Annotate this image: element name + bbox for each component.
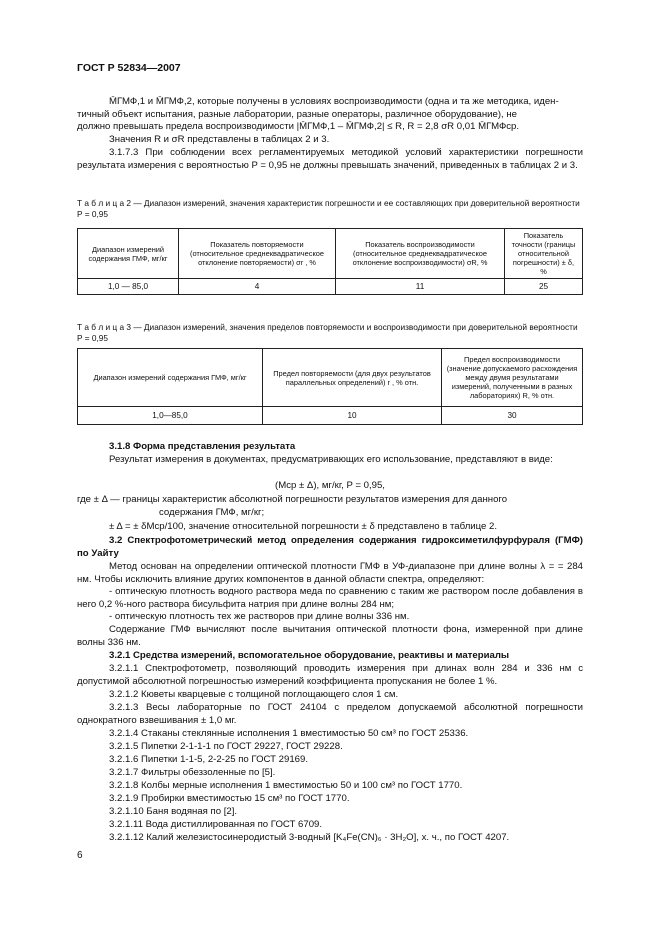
table3-caption: Т а б л и ц а 3 — Диапазон измерений, значения пределов повторяемости и воспроизводимости при доверительной вероятности P = 0,95 [77, 322, 578, 343]
table-row [78, 407, 583, 425]
table3-cell: 10 [263, 407, 442, 425]
table-row [78, 279, 583, 295]
table2-header: Показатель повторяемости (относительное среднеквадратическое отклонение повторяемости) σr , % [179, 229, 336, 279]
item-3-2-1-3: 3.2.1.3 Весы лабораторные по ГОСТ 24104 с пределом допускаемой абсолютной погрешности однократного взвешивания ± 1,0 мг. [77, 702, 583, 726]
paragraph-3-1-7-3: 3.1.7.3 При соблюдении всех регламентируемых методикой условий характеристики погрешности результата измерения с вероятностью P = 0,95 не должны превышать значений, приведенных в таблицах 2 и 3. [77, 147, 583, 171]
table-3 [77, 348, 583, 425]
result-formula: (Mср ± Δ), мг/кг, P = 0,95, [275, 480, 385, 491]
table2-cell: 4 [179, 279, 336, 295]
table2-header: Показатель точности (границы относительной погрешности) ± δ, % [505, 229, 583, 279]
section-3-2-p1: Метод основан на определении оптической плотности ГМФ в УФ-диапазоне при длине волны λ = = 284 нм. Чтобы исключить влияние других компонентов в данной области спектра, определяют: [77, 561, 583, 585]
table-2 [77, 228, 583, 295]
item-3-2-1-12: 3.2.1.12 Калий железистосинеродистый 3-водный [K₄Fe(CN)₆ · 3H₂O], х. ч., по ГОСТ 4207. [109, 832, 510, 843]
table2-cell: 25 [505, 279, 583, 295]
section-3-1-8-title: 3.1.8 Форма представления результата [109, 441, 296, 452]
table2-header: Диапазон измерений содержания ГМФ, мг/кг [78, 229, 179, 279]
item-3-2-1-10: 3.2.1.10 Баня водяная по [2]. [109, 806, 238, 817]
section-3-2-1-title: 3.2.1 Средства измерений, вспомогательное оборудование, реактивы и материалы [109, 650, 510, 661]
table3-header: Предел повторяемости (для двух результатов параллельных определений) r , % отн. [263, 349, 442, 407]
section-3-1-8-intro: Результат измерения в документах, предусматривающих его использование, представляют в виде: [109, 454, 553, 465]
item-3-2-1-8: 3.2.1.8 Колбы мерные исполнения 1 вместимостью 50 и 100 см³ по ГОСТ 1770. [109, 780, 463, 791]
section-3-2-bullet-2: - оптическую плотность тех же растворов при длине волны 336 нм. [109, 611, 410, 622]
table2-cell: 1,0 — 85,0 [78, 279, 179, 295]
table3-cell: 30 [442, 407, 583, 425]
page-number: 6 [77, 850, 83, 861]
section-3-2-bullet-1: - оптическую плотность водного раствора меда по сравнению с таким же раствором после добавления в него 0,2 %-ного раствора бисульфита натрия при длине волны 284 нм; [77, 586, 583, 610]
item-3-2-1-2: 3.2.1.2 Кюветы кварцевые с толщиной поглощающего слоя 1 см. [109, 689, 399, 700]
where-line-1: где ± Δ — границы характеристик абсолютной погрешности результатов измерения для данного [77, 494, 508, 505]
item-3-2-1-5: 3.2.1.5 Пипетки 2-1-1-1 по ГОСТ 29227, ГОСТ 29228. [109, 741, 343, 752]
table3-header: Предел воспроизводимости (значение допускаемого расхождения между двумя результатами измерений, полученными в разных лабораториях) R, % отн. [442, 349, 583, 407]
where-line-2: содержания ГМФ, мг/кг; [159, 507, 265, 518]
item-3-2-1-1: 3.2.1.1 Спектрофотометр, позволяющий проводить измерения при длинах волн 284 и 336 нм с допустимой абсолютной погрешностью измерений коэффициента пропускания не более 1 %. [77, 663, 583, 687]
item-3-2-1-4: 3.2.1.4 Стаканы стеклянные исполнения 1 вместимостью 50 см³ по ГОСТ 25336. [109, 728, 469, 739]
table2-caption: Т а б л и ц а 2 — Диапазон измерений, значения характеристик погрешности и ее составляющих при доверительной вероятности P = 0,95 [77, 198, 580, 219]
table2-header: Показатель воспроизводимости (относительное среднеквадратическое отклонение воспроизводимости) σR, % [336, 229, 505, 279]
section-3-2-title: 3.2 Спектрофотометрический метод определения содержания гидроксиметилфурфураля (ГМФ) по Уайту [77, 535, 583, 559]
item-3-2-1-9: 3.2.1.9 Пробирки вместимостью 15 см³ по ГОСТ 1770. [109, 793, 350, 804]
document-header: ГОСТ Р 52834—2007 [77, 62, 181, 74]
table3-cell: 1,0—85,0 [78, 407, 263, 425]
paragraph-reproducibility: M̄ГМФ,1 и M̄ГМФ,2, которые получены в условиях воспроизводимости (одна и та же методика, иден- тичный объект испытания, разные лаборатории, разные операторы, различное оборудование), не должно превышать предела воспроизводимости |M̄ГМФ,1 – M̄ГМФ,2| ≤ R, R = 2,8 σR 0,01 M̄ГМФср. Значения R и σR представлены в таблицах 2 и 3. [77, 96, 559, 145]
table3-header: Диапазон измерений содержания ГМФ, мг/кг [78, 349, 263, 407]
item-3-2-1-11: 3.2.1.11 Вода дистиллированная по ГОСТ 6709. [109, 819, 323, 830]
item-3-2-1-6: 3.2.1.6 Пипетки 1-1-5, 2-2-25 по ГОСТ 29169. [109, 754, 309, 765]
where-line-3: ± Δ = ± δMср/100, значение относительной погрешности ± δ представлено в таблице 2. [109, 521, 498, 532]
item-3-2-1-7: 3.2.1.7 Фильтры обеззоленные по [5]. [109, 767, 276, 778]
table2-cell: 11 [336, 279, 505, 295]
section-3-2-p2: Содержание ГМФ вычисляют после вычитания оптической плотности фона, измеренной при длине волны 336 нм. [77, 624, 583, 648]
